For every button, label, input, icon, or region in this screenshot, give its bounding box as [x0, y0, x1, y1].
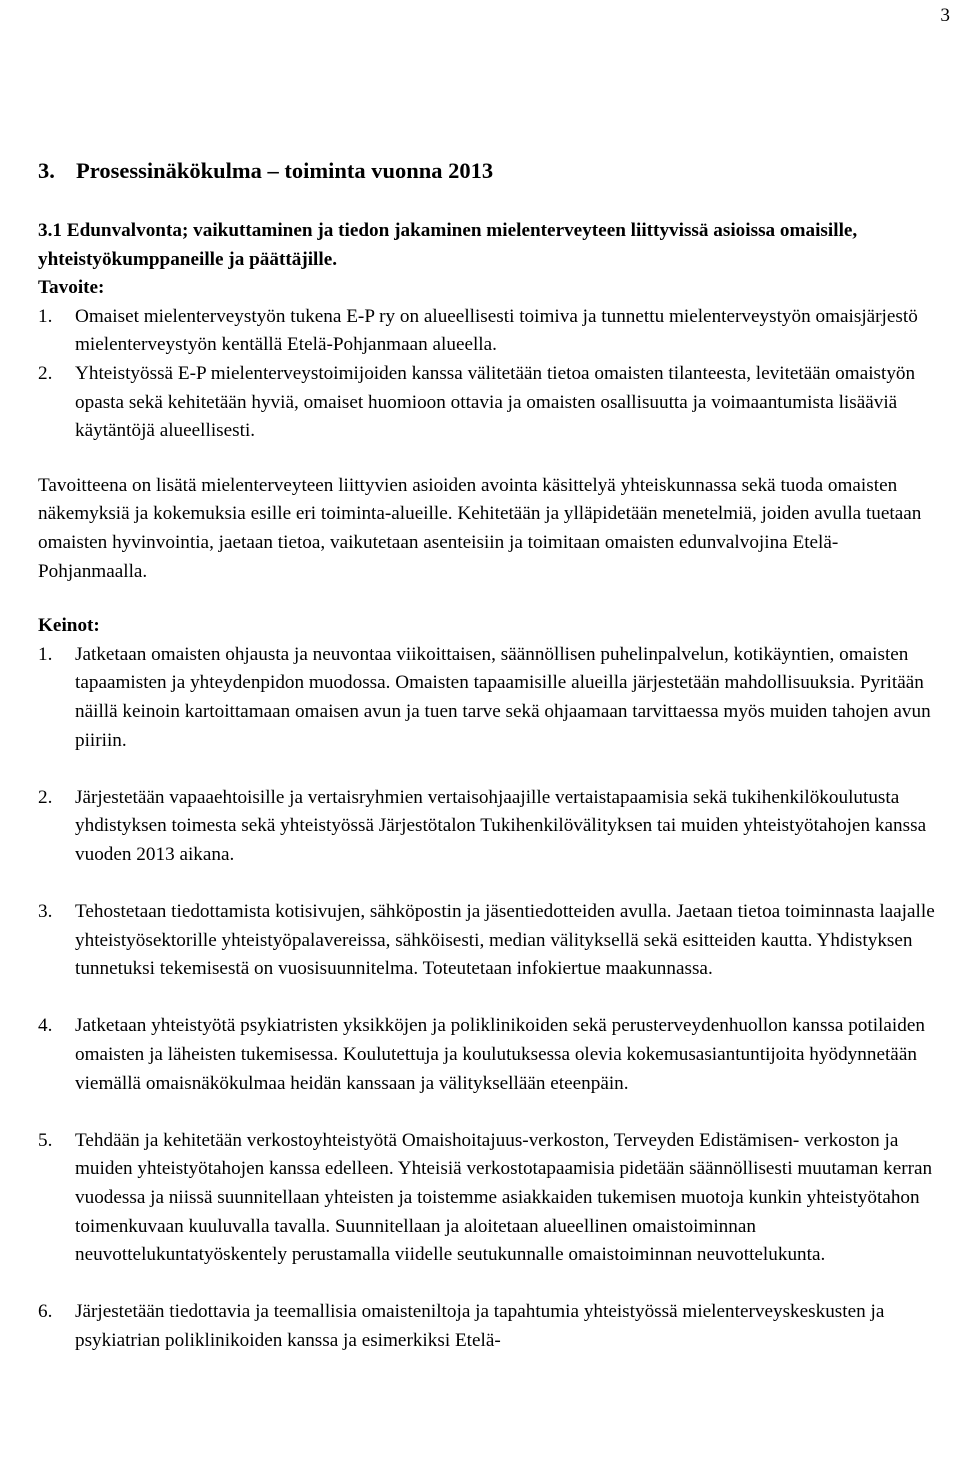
- list-item-number: 1.: [38, 643, 53, 665]
- list-item-number: 4.: [38, 1015, 53, 1037]
- list-item-text: Omaiset mielenterveystyön tukena E-P ry on alueellisesti toimiva ja tunnettu mielenterveystyön omaisjärjestö mielenterveystyön kentällä Etelä-Pohjanmaan alueella.: [75, 305, 918, 356]
- section-heading-number: 3.: [38, 158, 55, 183]
- list-item: [38, 641, 943, 755]
- section-heading: [38, 156, 943, 186]
- list-item: [38, 1127, 943, 1270]
- list-item-text: Tehdään ja kehitetään verkostoyhteistyötä Omaishoitajuus-verkoston, Terveyden Edistämisen- verkoston ja muiden yhteistyötahojen kanssa edelleen. Yhteisiä verkostotapaamisia pidetään säännöllisesti muutaman kerran vuodessa ja niissä suunnitellaan yhteisten ja toistemme asiakkaiden tukemisen muotoja kunkin yhteistyötahon toimenkuvaan kuuluvalla tavalla. Suunnitellaan ja aloitetaan alueellinen omaistoiminnan neuvottelukuntatyöskentely perustamalla viidelle seutukunnalle omaistoiminnan neuvottelukunta.: [75, 1129, 933, 1266]
- document-body: [38, 156, 943, 1356]
- list-item: [38, 1012, 943, 1098]
- list-item-number: 6.: [38, 1301, 53, 1323]
- goals-list: [38, 303, 943, 446]
- page-number: 3: [940, 5, 950, 26]
- list-item-text: Jatketaan yhteistyötä psykiatristen yksikköjen ja poliklinikoiden sekä perusterveydenhuollon kanssa potilaiden omaisten ja läheisten tukemisessa. Koulutettuja ja koulutuksessa olevia kokemusasiantuntijoita hyödynnetään viemällä omaisnäkökulmaa heidän kanssaan ja välityksellään eteenpäin.: [75, 1015, 925, 1094]
- list-item-number: 5.: [38, 1129, 53, 1151]
- subsection-heading: 3.1 Edunvalvonta; vaikuttaminen ja tiedon jakaminen mielenterveyteen liittyvissä asioissa omaisille, yhteistyökumppaneille ja päättäjille.: [38, 220, 858, 270]
- means-list: [38, 641, 943, 1356]
- list-item-text: Yhteistyössä E-P mielenterveystoimijoiden kanssa välitetään tietoa omaisten tilanteesta, levitetään omaistyön opasta sekä kehitetään hyviä, omaiset huomioon ottavia ja omaisten osallisuutta ja voimaantumista lisääviä käytäntöjä alueellisesti.: [75, 362, 916, 442]
- list-item-text: Jatketaan omaisten ohjausta ja neuvontaa viikoittaisen, säännöllisen puhelinpalvelun, kotikäyntien, omaisten tapaamisten ja yhteydenpidon muodossa. Omaisten tapaamisille alueilla järjestetään mahdollisuuksia. Pyritään näillä keinoin kartoittamaan omaisen avun ja tuen tarve sekä ohjaamaan tarvittaessa myös muiden tahojen avun piiriin.: [75, 643, 931, 751]
- list-item-number: 2.: [38, 786, 53, 808]
- list-item: [38, 898, 943, 984]
- list-item: [38, 784, 943, 870]
- section-heading-title: Prosessinäkökulma – toiminta vuonna 2013: [76, 158, 494, 183]
- list-item-number: 2.: [38, 362, 53, 384]
- list-item: [38, 1298, 943, 1355]
- list-item-text: Järjestetään tiedottavia ja teemallisia omaisteniltoja ja tapahtumia yhteistyössä mielenterveyskeskusten ja psykiatrian poliklinikoiden kanssa ja esimerkiksi Etelä-: [75, 1301, 885, 1351]
- list-item: [38, 360, 943, 446]
- list-item-text: Järjestetään vapaaehtoisille ja vertaisryhmien vertaisohjaajille vertaistapaamisia sekä tukihenkilökoulutusta yhdistyksen toimesta sekä yhteistyössä Järjestötalon Tukihenkilövälityksen tai muiden yhteistyötahojen kanssa vuoden 2013 aikana.: [75, 786, 927, 865]
- list-item-number: 1.: [38, 305, 53, 327]
- list-item-text: Tehostetaan tiedottamista kotisivujen, sähköpostin ja jäsentiedotteiden avulla. Jaetaan tietoa toiminnasta laajalle yhteistyösektorille yhteistyöpalavereissa, sähköisesti, median välityksellä sekä esitteiden kautta. Yhdistyksen tunnetuksi tekemisestä on vuosisuunnitelma. Toteutetaan infokiertue maakunnassa.: [75, 901, 935, 980]
- goals-label: Tavoite:: [38, 277, 105, 299]
- list-item-number: 3.: [38, 901, 53, 923]
- list-item: [38, 303, 943, 360]
- means-label: Keinot:: [38, 615, 100, 637]
- body-paragraph: Tavoitteena on lisätä mielenterveyteen liittyvien asioiden avointa käsittelyä yhteiskunnassa sekä tuoda omaisten näkemyksiä ja kokemuksia esille eri toiminta-alueille. Kehitetään ja ylläpidetään menetelmiä, joiden avulla tuetaan omaisten hyvinvointia, jaetaan tietoa, vaikutetaan asenteisiin ja toimitaan omaisten edunvalvojina Etelä-Pohjanmaalla.: [38, 474, 922, 582]
